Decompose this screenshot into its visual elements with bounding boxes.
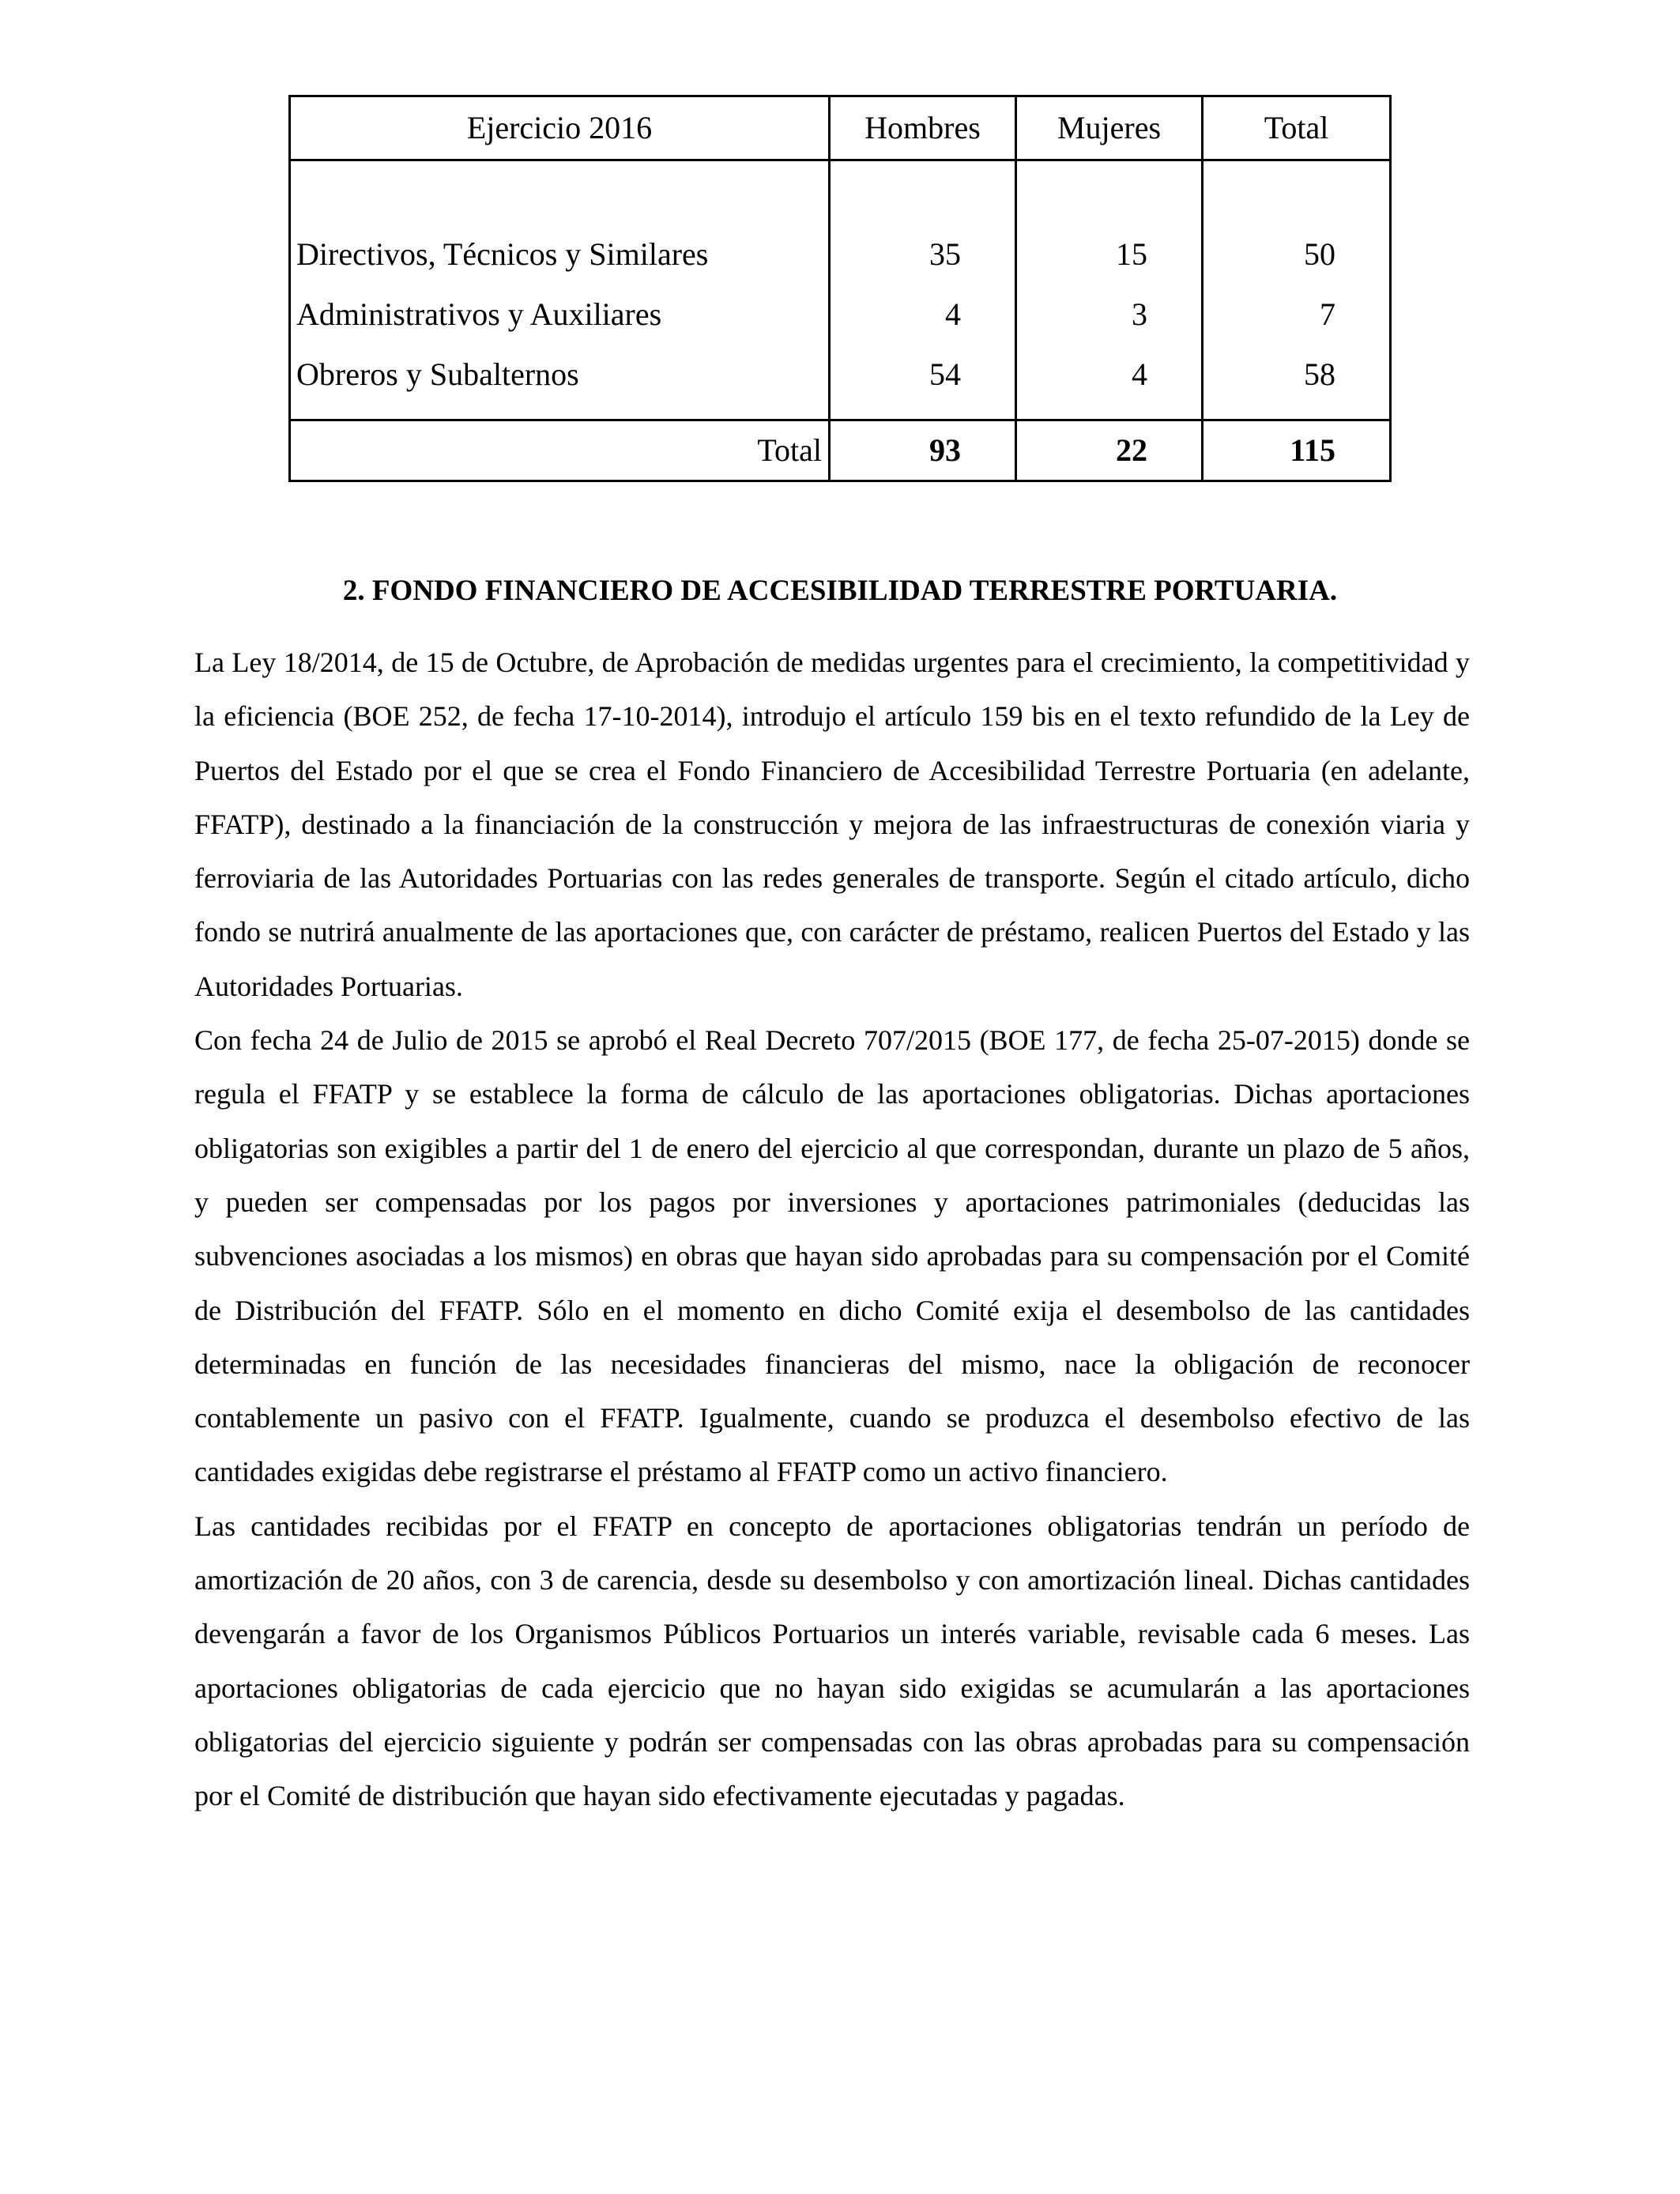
category-column bbox=[290, 160, 830, 420]
table-body-row bbox=[290, 160, 1391, 420]
header-mujeres: Mujeres bbox=[1016, 96, 1203, 160]
paragraph: Las cantidades recibidas por el FFATP en concepto de aportaciones obligatorias tendrán un período de amortización de 20 años, con 3 de carencia, desde su desembolso y con amortización lineal. Dichas cantidades devengarán a favor de los Organismos Públicos Portuarios un interés variable, revisable cada 6 meses. Las aportaciones obligatorias de cada ejercicio que no hayan sido exigidas se acumularán a las aportaciones obligatorias del ejercicio siguiente y podrán ser compensadas con las obras aprobadas para su compensación por el Comité de distribución que hayan sido efectivamente ejecutadas y pagadas. bbox=[194, 1510, 1470, 1812]
cell-mujeres: 15 bbox=[1116, 236, 1147, 272]
cell-hombres: 54 bbox=[929, 356, 961, 392]
cell-hombres: 4 bbox=[945, 296, 961, 332]
cell-hombres: 35 bbox=[929, 236, 961, 272]
row-label: Directivos, Técnicos y Similares bbox=[296, 236, 709, 272]
table-total-row bbox=[290, 420, 1391, 481]
total-mujeres: 22 bbox=[1016, 420, 1203, 481]
section-title: 2. FONDO FINANCIERO DE ACCESIBILIDAD TERRESTRE PORTUARIA. bbox=[342, 575, 1338, 607]
mujeres-column bbox=[1016, 160, 1203, 420]
cell-total: 50 bbox=[1304, 236, 1335, 272]
header-total: Total bbox=[1203, 96, 1391, 160]
total-column bbox=[1203, 160, 1391, 420]
row-label: Obreros y Subalternos bbox=[296, 356, 579, 392]
staff-table bbox=[288, 95, 1392, 482]
paragraph: La Ley 18/2014, de 15 de Octubre, de Aprobación de medidas urgentes para el crecimiento, la competitividad y la eficiencia (BOE 252, de fecha 17-10-2014), introdujo el artículo 159 bis en el texto refundido de la Ley de Puertos del Estado por el que se crea el Fondo Financiero de Accesibilidad Terrestre Portuaria (en adelante, FFATP), destinado a la financiación de la construcción y mejora de las infraestructuras de conexión viaria y ferroviaria de las Autoridades Portuarias con las redes generales de transporte. Según el citado artículo, dicho fondo se nutrirá anualmente de las aportaciones que, con carácter de préstamo, realicen Puertos del Estado y las Autoridades Portuarias. bbox=[194, 647, 1470, 1002]
total-hombres: 93 bbox=[830, 420, 1016, 481]
paragraph: Con fecha 24 de Julio de 2015 se aprobó el Real Decreto 707/2015 (BOE 177, de fecha 25-07-2015) donde se regula el FFATP y se establece la forma de cálculo de las aportaciones obligatorias. Dichas aportaciones obligatorias son exigibles a partir del 1 de enero del ejercicio al que correspondan, durante un plazo de 5 años, y pueden ser compensadas por los pagos por inversiones y aportaciones patrimoniales (deducidas las subvenciones asociadas a los mismos) en obras que hayan sido aprobadas para su compensación por el Comité de Distribución del FFATP. Sólo en el momento en dicho Comité exija el desembolso de las cantidades determinadas en función de las necesidades financieras del mismo, nace la obligación de reconocer contablemente un pasivo con el FFATP. Igualmente, cuando se produzca el desembolso efectivo de las cantidades exigidas debe registrarse el préstamo al FFATP como un activo financiero. bbox=[194, 1024, 1470, 1488]
section-body bbox=[194, 635, 1470, 1823]
cell-total: 58 bbox=[1304, 356, 1335, 392]
header-ejercicio: Ejercicio 2016 bbox=[290, 96, 830, 160]
cell-mujeres: 4 bbox=[1132, 356, 1147, 392]
cell-total: 7 bbox=[1320, 296, 1335, 332]
cell-mujeres: 3 bbox=[1132, 296, 1147, 332]
total-row-label: Total bbox=[290, 420, 830, 481]
table-header-row bbox=[290, 96, 1391, 160]
hombres-column bbox=[830, 160, 1016, 420]
row-label: Administrativos y Auxiliares bbox=[296, 296, 662, 332]
total-total: 115 bbox=[1203, 420, 1391, 481]
header-hombres: Hombres bbox=[830, 96, 1016, 160]
